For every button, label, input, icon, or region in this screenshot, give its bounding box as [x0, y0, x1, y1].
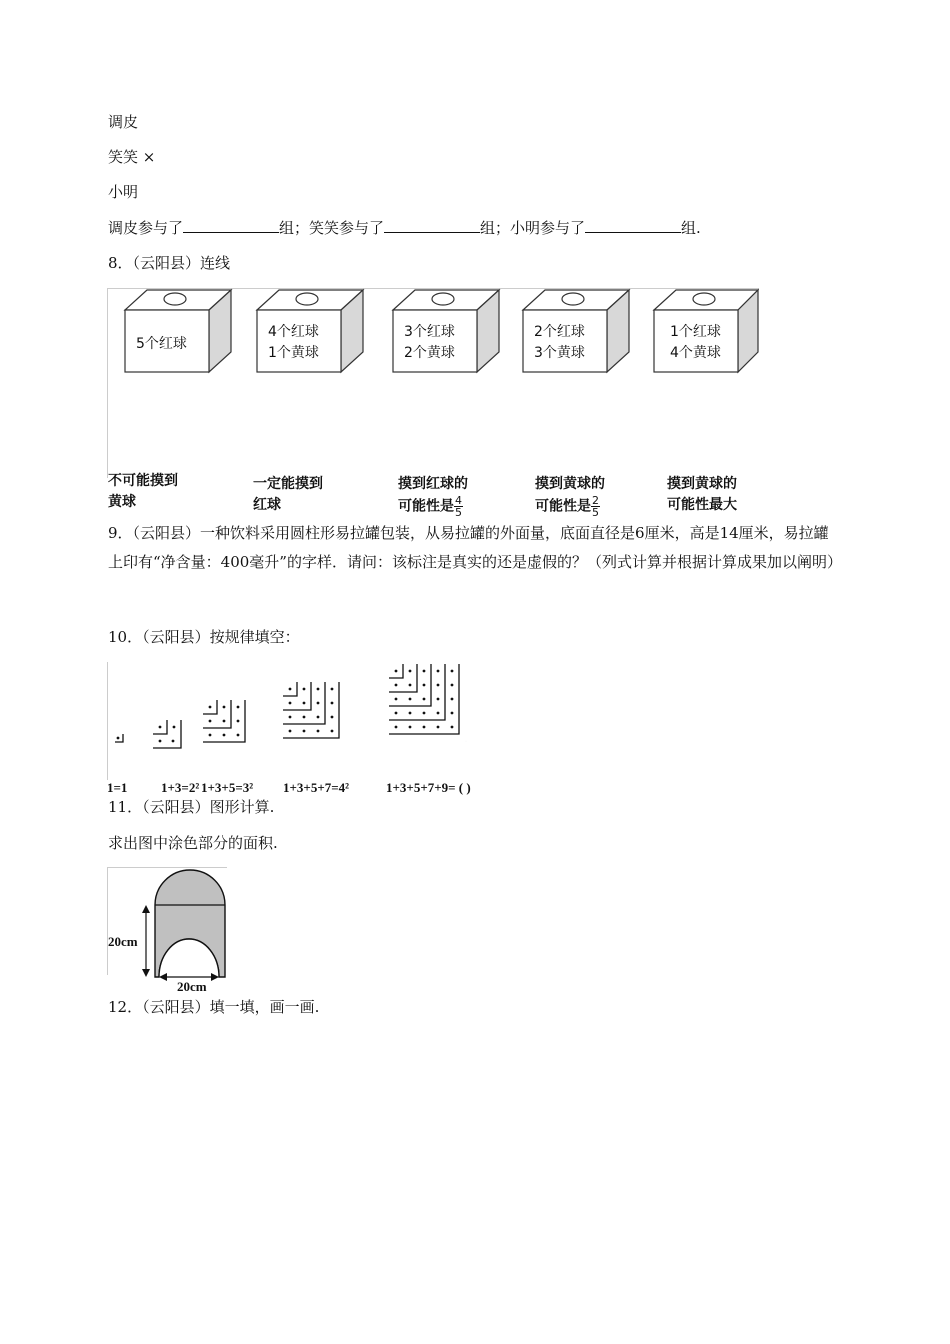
box-1-label: 5个红球: [136, 336, 187, 352]
option-3[interactable]: [398, 474, 468, 518]
pattern-label-1: 1=1: [107, 780, 128, 795]
fill-text-b: 组；笑笑参与了: [279, 219, 385, 237]
q11-subtitle: 求出图中涂色部分的面积.: [108, 834, 278, 852]
box-4-label: [534, 322, 585, 364]
option-2-line1: 一定能摸到: [253, 476, 323, 492]
fill-text-c: 组；小明参与了: [480, 219, 586, 237]
fill-text-d: 组.: [681, 219, 701, 237]
option-3-line1: 摸到红球的: [398, 476, 468, 492]
box-2-line2: 1个黄球: [268, 345, 319, 361]
box-5-label: [670, 322, 721, 364]
shaded-shape: [107, 867, 229, 995]
text-xiaoxiao: 笑笑 ×: [108, 148, 156, 166]
box-2-line1: 4个红球: [268, 324, 319, 340]
box-4-line2: 3个黄球: [534, 345, 585, 361]
fraction-den: 5: [455, 506, 462, 519]
option-2-line2: 红球: [253, 497, 281, 513]
q11-figure: [107, 867, 229, 995]
option-5-line2: 可能性最大: [667, 497, 737, 513]
q8-figure: [107, 288, 759, 518]
box-5-line1: 1个红球: [670, 324, 721, 340]
fraction-den: 5: [592, 506, 599, 519]
answer-blank-1[interactable]: [183, 218, 279, 233]
pattern-label-5[interactable]: 1+3+5+7+9= ( ): [386, 780, 471, 795]
pattern-label-4: 1+3+5+7=4²: [283, 780, 350, 795]
q10-figure: [107, 662, 507, 800]
box-2-label: [268, 322, 319, 364]
fraction-num: 4: [455, 494, 462, 507]
pattern-label-3: 1+3+5=3²: [201, 780, 254, 795]
height-label: 20cm: [108, 934, 138, 949]
option-5-line1: 摸到黄球的: [667, 476, 737, 492]
text-tiaopi: 调皮: [108, 113, 139, 131]
fill-text-a: 调皮参与了: [108, 219, 184, 237]
box-1: [125, 290, 231, 372]
fraction-4-5: [454, 495, 463, 518]
q9-text: 9．（云阳县）一种饮料采用圆柱形易拉罐包装，从易拉罐的外面量，底面直径是6厘米，高是14厘米，易拉罐上印有“净含量：400毫升”的字样．请问：该标注是真实的还是虚假的？（列式计算并根据计算成果加以阐明）: [108, 524, 842, 571]
dot-pattern: [107, 662, 507, 762]
option-2[interactable]: [253, 474, 323, 516]
box-5-line2: 4个黄球: [670, 345, 721, 361]
box-3-label: [404, 322, 455, 364]
box-3-line2: 2个黄球: [404, 345, 455, 361]
answer-blank-2[interactable]: [384, 218, 480, 233]
q10-title: 10．（云阳县）按规律填空：: [108, 628, 300, 646]
option-1-line2: 黄球: [108, 494, 136, 510]
q12-title: 12．（云阳县）填一填，画一画.: [108, 998, 320, 1016]
text-xiaoming: 小明: [108, 183, 139, 201]
fill-blank-sentence: [108, 217, 701, 238]
fraction-num: 2: [592, 494, 599, 507]
option-1[interactable]: [108, 471, 178, 513]
box-4-line1: 2个红球: [534, 324, 585, 340]
option-4-line1: 摸到黄球的: [535, 476, 605, 492]
width-label: 20cm: [177, 979, 207, 994]
answer-blank-3[interactable]: [585, 218, 681, 233]
q11-title: 11．（云阳县）图形计算.: [108, 798, 275, 816]
q8-title: 8．（云阳县）连线: [108, 254, 231, 272]
option-4-line2: 可能性是: [535, 498, 591, 515]
fraction-2-5: [591, 495, 600, 518]
pattern-label-2: 1+3=2²: [161, 780, 200, 795]
box-3-line1: 3个红球: [404, 324, 455, 340]
option-3-line2: 可能性是: [398, 498, 454, 515]
option-5[interactable]: [667, 474, 737, 516]
option-4[interactable]: [535, 474, 605, 518]
option-1-line1: 不可能摸到: [108, 473, 178, 489]
